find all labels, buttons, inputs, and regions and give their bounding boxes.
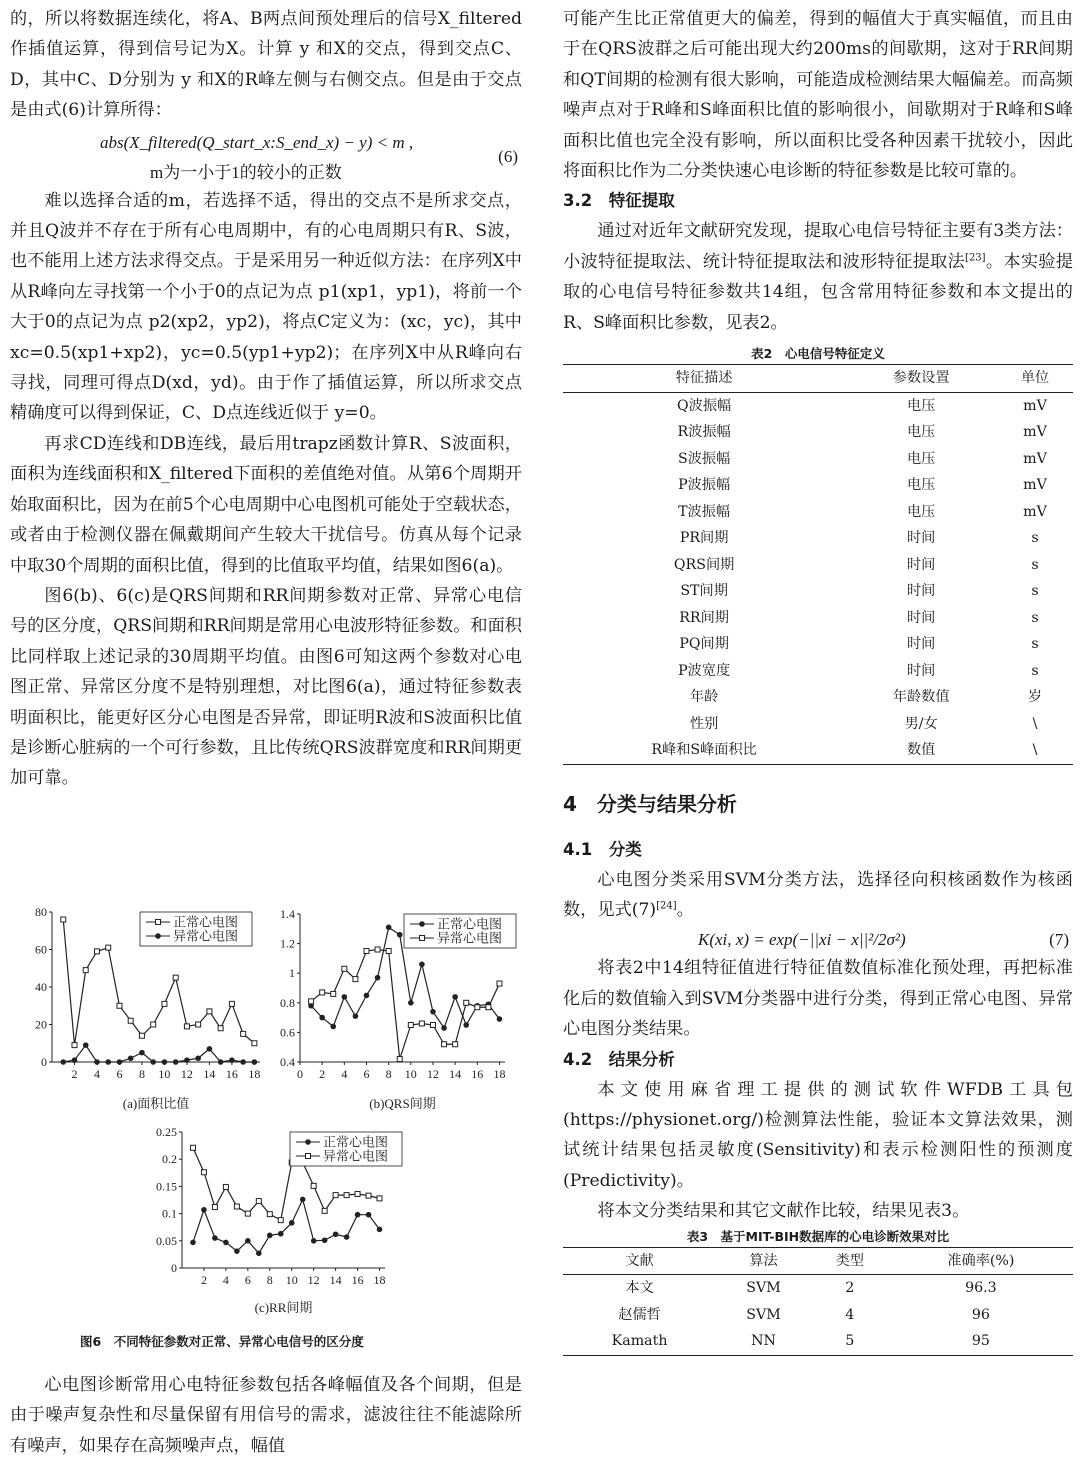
- data-point: [322, 1237, 328, 1243]
- table-cell: 年龄: [689, 689, 719, 706]
- data-point: [331, 991, 336, 996]
- table-2: [563, 364, 1073, 765]
- y-tick-label: 1: [289, 966, 295, 981]
- column-header: 文献: [625, 1252, 654, 1269]
- left-column-bottom: [10, 1370, 522, 1461]
- paragraph-text: 通过对近年文献研究发现，提取心电信号特征主要有3类方法：小波特征提取法、统计特征提取法和波形特征提取法: [563, 221, 1073, 272]
- data-point: [201, 1170, 206, 1175]
- data-point: [453, 1042, 458, 1047]
- data-point: [106, 945, 111, 950]
- table-cell: 电压: [906, 450, 936, 467]
- x-tick-label: 2: [71, 1067, 78, 1081]
- data-point: [364, 993, 370, 999]
- table-cell: Kamath: [611, 1333, 668, 1350]
- data-point: [419, 1021, 424, 1026]
- legend-marker: [419, 921, 425, 927]
- x-tick-label: 12: [426, 1067, 439, 1081]
- table-cell: 4: [845, 1306, 855, 1323]
- table-cell: Q波振幅: [677, 397, 732, 414]
- data-point: [442, 1042, 447, 1047]
- data-point: [333, 1193, 338, 1198]
- data-point: [353, 1013, 359, 1019]
- data-point: [245, 1211, 250, 1216]
- table-cell: 电压: [906, 424, 936, 441]
- table-cell: s: [1031, 662, 1039, 679]
- table-cell: SVM: [746, 1280, 781, 1297]
- data-point: [452, 994, 458, 1000]
- data-point: [83, 968, 88, 973]
- column-header: 单位: [1020, 370, 1050, 387]
- data-point: [229, 1001, 234, 1006]
- table-cell: 赵儒哲: [618, 1306, 661, 1323]
- y-tick-label: 0.2: [162, 1152, 177, 1167]
- table-row: [563, 392, 1073, 419]
- table-cell: mV: [1023, 424, 1047, 441]
- paragraph-text: 心电图分类采用SVM分类方法，选择径向积核函数作为核函数，见式(7): [563, 869, 1073, 920]
- data-point: [330, 1024, 336, 1030]
- data-point: [117, 1003, 122, 1008]
- data-point: [139, 1050, 145, 1056]
- data-point: [355, 1192, 360, 1197]
- data-point: [201, 1207, 207, 1213]
- column-header: 特征描述: [675, 370, 733, 387]
- data-point: [234, 1204, 239, 1209]
- data-point: [190, 1145, 195, 1150]
- x-tick-label: 2: [319, 1067, 326, 1081]
- table-cell: 2: [845, 1280, 855, 1297]
- table-row: [563, 1275, 1073, 1302]
- column-header: 准确率(%): [947, 1252, 1015, 1269]
- y-tick-label: 0.4: [280, 1055, 295, 1069]
- y-tick-label: 80: [35, 905, 47, 919]
- table-3-caption: 表3 基于MIT-BIH数据库的心电诊断效果对比: [686, 1228, 950, 1244]
- section-heading-4-1: 4.1 分类: [563, 839, 642, 859]
- legend-marker: [420, 936, 425, 941]
- x-tick-label: 8: [385, 1067, 392, 1081]
- table-cell: ST间期: [680, 583, 728, 600]
- y-tick-label: 1.2: [280, 936, 295, 951]
- section-heading-3-2: 3.2 特征提取: [563, 191, 675, 211]
- data-point: [151, 1022, 156, 1027]
- data-point: [375, 947, 380, 952]
- table-cell: T波振幅: [678, 503, 731, 520]
- table-cell: NN: [751, 1333, 776, 1350]
- equation-7-number: (7): [1049, 930, 1069, 950]
- legend-marker: [155, 933, 161, 939]
- column-header: 参数设置: [892, 370, 950, 387]
- data-point: [173, 1059, 179, 1065]
- table-row: [563, 737, 1073, 764]
- data-point: [320, 990, 325, 995]
- data-point: [300, 1197, 306, 1203]
- data-point: [377, 1196, 382, 1201]
- data-point: [486, 1005, 491, 1010]
- data-point: [61, 917, 66, 922]
- x-tick-label: 18: [373, 1273, 386, 1287]
- x-tick-label: 6: [244, 1273, 251, 1287]
- table-row: [563, 578, 1073, 605]
- table-2-caption: 表2 心电信号特征定义: [751, 346, 885, 362]
- x-tick-label: 10: [158, 1067, 171, 1081]
- series-line: [63, 1045, 254, 1062]
- data-point: [342, 994, 348, 1000]
- x-tick-label: 18: [493, 1067, 506, 1081]
- table-cell: 时间: [906, 609, 936, 626]
- data-point: [207, 1046, 213, 1052]
- data-point: [309, 999, 314, 1004]
- legend-marker: [305, 1139, 311, 1145]
- chart-panel: [156, 1125, 402, 1315]
- data-point: [94, 949, 99, 954]
- table-row: [563, 419, 1073, 446]
- data-point: [319, 1015, 325, 1021]
- x-tick-label: 18: [248, 1067, 261, 1081]
- table-cell: 时间: [906, 583, 936, 600]
- table-body: [563, 1275, 1073, 1356]
- paragraph: 再求CD连线和DB连线，最后用trapz函数计算R、S波面积，面积为连线面积和X_filtered下面积的差值绝对值。从第6个周期开始取面积比，因为在前5个心电周期中心电图机可能处于空载状态，或者由于检测仪器在佩戴期间产生较大干扰信号。仿真从每个记录中取30个周期的面积比值，得到的比值取平均值，结果如图6(a)。: [10, 433, 522, 576]
- equation-6: [10, 126, 522, 186]
- data-point: [278, 1218, 283, 1223]
- legend-marker: [306, 1154, 311, 1159]
- data-point: [173, 975, 178, 980]
- data-point: [464, 1000, 469, 1005]
- data-point: [430, 1009, 436, 1015]
- data-point: [184, 1057, 190, 1063]
- data-point: [212, 1205, 217, 1210]
- table-cell: mV: [1023, 477, 1047, 494]
- data-point: [333, 1231, 339, 1237]
- table-cell: PR间期: [679, 530, 729, 547]
- data-point: [117, 1059, 123, 1065]
- x-tick-label: 12: [307, 1273, 320, 1287]
- table-cell: 岁: [1027, 689, 1043, 706]
- data-point: [377, 1227, 383, 1233]
- x-tick-label: 8: [138, 1067, 145, 1081]
- data-point: [105, 1059, 111, 1065]
- x-tick-label: 14: [449, 1067, 462, 1081]
- table-row: [563, 525, 1073, 552]
- data-point: [94, 1059, 100, 1065]
- table-cell: 男/女: [904, 715, 938, 732]
- table-cell: P波振幅: [678, 477, 731, 494]
- table-row: [563, 605, 1073, 632]
- table-cell: RR间期: [679, 609, 729, 626]
- equation-7: [563, 925, 1073, 953]
- legend-label: 异常心电图: [323, 1148, 389, 1164]
- data-point: [240, 1059, 246, 1065]
- table-cell: PQ间期: [679, 636, 729, 653]
- data-point: [397, 1057, 402, 1062]
- table-cell: 本文: [625, 1280, 654, 1297]
- left-column: [10, 4, 522, 794]
- data-point: [72, 1043, 77, 1048]
- table-cell: s: [1031, 530, 1039, 547]
- data-point: [342, 966, 347, 971]
- data-point: [184, 1024, 189, 1029]
- paragraph: 难以选择合适的m，若选择不适，得出的交点不是所求交点，并且Q波并不存在于所有心电周期中，有的心电周期只有R、S波，也不能用上述方法求得交点。于是采用另一种近似方法：在序列X中从R峰向左寻找第一个小于0的点记为点 p1(xp1，yp1)，将前一个大于0的点记为点 p2(xp2，yp2)，将点C定义为：(xc，yc)，其中 xc=0.5(xp1+xp2)，yc=0.5(yp1+yp2)；在序列X中从R峰向右寻找，同理可得点D(xd，yd)。由于作了插值运算，所以所求交点精确度可以得到保证，C、D点连线近似于 y=0。: [10, 190, 522, 424]
- table-cell: S波振幅: [677, 450, 731, 467]
- section-heading-4: 4 分类与结果分析: [563, 791, 737, 816]
- data-point: [497, 1016, 503, 1022]
- data-point: [419, 962, 425, 968]
- data-point: [366, 1193, 371, 1198]
- y-tick-label: 40: [35, 980, 47, 994]
- table-cell: 96: [971, 1306, 990, 1323]
- data-point: [207, 1009, 212, 1014]
- data-point: [256, 1199, 261, 1204]
- data-point: [83, 1042, 89, 1048]
- data-point: [441, 1025, 447, 1031]
- figure-6-caption: 图6 不同特征参数对正常、异常心电信号的区分度: [80, 1334, 364, 1349]
- paragraph: 图6(b)、6(c)是QRS间期和RR间期参数对正常、异常心电信号的区分度，QRS间期和RR间期是常用心电波形特征参数。和面积比同样取上述记录的30周期平均值。由图6可知这两个参数对心电图正常、异常区分度不是特别理想，对比图6(a)，通过特征参数表明面积比，能更好区分心电图是否异常，即证明R波和S波面积比值是诊断心脏病的一个可行参数，且比传统QRS波群宽度和RR间期更加可靠。: [10, 585, 522, 789]
- chart-panel: [280, 907, 516, 1111]
- column-header: 算法: [749, 1252, 778, 1269]
- table-cell: R波振幅: [677, 424, 731, 441]
- data-point: [311, 1238, 317, 1244]
- table-cell: 电压: [906, 397, 936, 414]
- legend-label: 正常心电图: [437, 916, 503, 932]
- legend-label: 正常心电图: [173, 914, 239, 930]
- data-point: [344, 1193, 349, 1198]
- x-tick-label: 12: [180, 1067, 193, 1081]
- data-point: [355, 1212, 361, 1218]
- data-point: [497, 981, 502, 986]
- data-point: [353, 977, 358, 982]
- data-point: [475, 1005, 480, 1010]
- paragraph: 本文使用麻省理工提供的测试软件WFDB工具包(https://physionet.org/)检测算法性能，验证本文算法效果，测试统计结果包括灵敏度(Sensitivity)和表示检测阳性的预测度(Predictivity)。: [563, 1079, 1073, 1191]
- data-point: [196, 1022, 201, 1027]
- table-cell: SVM: [746, 1306, 781, 1323]
- data-point: [60, 1059, 66, 1065]
- chart-subcaption: (c)RR间期: [254, 1300, 313, 1315]
- table-row: [563, 552, 1073, 579]
- equation-6-number: (6): [498, 146, 518, 166]
- data-point: [223, 1240, 229, 1246]
- series-line: [193, 1199, 380, 1253]
- x-tick-label: 0: [297, 1067, 303, 1081]
- column-header: 类型: [835, 1252, 864, 1269]
- data-point: [245, 1238, 251, 1244]
- data-point: [218, 1026, 223, 1031]
- table-cell: mV: [1023, 450, 1047, 467]
- section-heading-4-2: 4.2 结果分析: [563, 1049, 675, 1069]
- legend-label: 正常心电图: [323, 1134, 389, 1150]
- figure-6: [10, 900, 530, 1350]
- y-tick-label: 0.6: [280, 1025, 295, 1040]
- table-cell: 电压: [906, 477, 936, 494]
- data-point: [150, 1059, 156, 1065]
- x-tick-label: 14: [329, 1273, 342, 1287]
- data-point: [375, 975, 381, 981]
- paragraph: [563, 865, 1073, 926]
- x-tick-label: 4: [222, 1273, 229, 1287]
- y-tick-label: 0.05: [156, 1233, 177, 1248]
- table-cell: 时间: [906, 636, 936, 653]
- table-header-row: [563, 365, 1073, 393]
- table-body: [563, 392, 1073, 764]
- table-cell: 96.3: [965, 1280, 997, 1297]
- table-cell: s: [1031, 609, 1039, 626]
- citation: [23]: [965, 252, 986, 264]
- table-cell: mV: [1023, 397, 1047, 414]
- x-tick-label: 16: [471, 1067, 484, 1081]
- data-point: [386, 925, 392, 931]
- data-point: [366, 1212, 372, 1218]
- data-point: [408, 1023, 413, 1028]
- data-point: [267, 1212, 272, 1217]
- paragraph-text: 。: [676, 899, 694, 920]
- y-tick-label: 0.15: [156, 1179, 177, 1194]
- x-tick-label: 8: [266, 1273, 273, 1287]
- x-tick-label: 4: [93, 1067, 100, 1081]
- table-cell: 年龄数值: [892, 689, 950, 706]
- data-point: [229, 1057, 235, 1063]
- data-point: [252, 1059, 258, 1065]
- table-cell: s: [1031, 556, 1039, 573]
- data-point: [162, 1001, 167, 1006]
- x-tick-label: 6: [363, 1067, 370, 1081]
- table-cell: 性别: [689, 715, 719, 732]
- data-point: [190, 1240, 196, 1246]
- x-tick-label: 6: [116, 1067, 123, 1081]
- table-cell: 时间: [906, 556, 936, 573]
- data-point: [364, 949, 369, 954]
- chart-panel: [35, 905, 260, 1111]
- table-cell: mV: [1023, 503, 1047, 520]
- data-point: [311, 1183, 316, 1188]
- data-point: [128, 1018, 133, 1023]
- data-point: [267, 1233, 273, 1239]
- table-cell: 时间: [906, 662, 936, 679]
- table-cell: 电压: [906, 503, 936, 520]
- x-tick-label: 10: [404, 1067, 417, 1081]
- y-tick-label: 0.25: [156, 1125, 177, 1139]
- table-header-row: [563, 1247, 1073, 1275]
- paragraph: 将本文分类结果和其它文献作比较，结果见表3。: [597, 1201, 970, 1222]
- data-point: [256, 1251, 262, 1257]
- y-tick-label: 0: [41, 1055, 47, 1069]
- data-point: [139, 1033, 144, 1038]
- table-row: [563, 631, 1073, 658]
- x-tick-label: 4: [341, 1067, 348, 1081]
- table-cell: 95: [971, 1333, 990, 1350]
- data-point: [289, 1220, 295, 1226]
- table-cell: \: [1032, 742, 1038, 759]
- paragraph: [563, 216, 1073, 338]
- equation-6-line-1: abs(X_filtered(Q_start_x:S_end_x) − y) < m ,: [100, 132, 414, 152]
- y-tick-label: 20: [35, 1017, 47, 1032]
- data-point: [234, 1248, 240, 1254]
- data-point: [430, 1023, 435, 1028]
- table-row: [563, 472, 1073, 499]
- x-tick-label: 2: [200, 1273, 207, 1287]
- data-point: [128, 1055, 134, 1061]
- data-point: [278, 1231, 284, 1237]
- table-row: [563, 684, 1073, 711]
- chart-subcaption: (a)面积比值: [122, 1096, 190, 1111]
- x-tick-label: 10: [285, 1273, 298, 1287]
- data-point: [223, 1184, 228, 1189]
- legend-marker: [156, 920, 161, 925]
- x-tick-label: 16: [351, 1273, 364, 1287]
- data-point: [463, 1022, 469, 1028]
- table-row: [563, 711, 1073, 738]
- paragraph: 的，所以将数据连续化，将A、B两点间预处理后的信号X_filtered作插值运算，得到信号记为X。计算 y 和X的交点，得到交点C、D，其中C、D分别为 y 和X的R峰左侧与右侧交点。但是由于交点是由式(6)计算所得：: [10, 9, 522, 121]
- table-3: [563, 1247, 1073, 1356]
- citation: [24]: [656, 900, 677, 912]
- equation-6-line-2: m为一小于1的较小的正数: [150, 162, 342, 182]
- table-cell: \: [1032, 715, 1038, 732]
- x-tick-label: 16: [225, 1067, 238, 1081]
- data-point: [344, 1234, 350, 1240]
- table-cell: R峰和S峰面积比: [651, 742, 757, 759]
- equation-7-formula: K(xi, x) = exp(−||xi − x||²/2σ²): [698, 930, 906, 950]
- data-point: [408, 1000, 414, 1006]
- y-tick-label: 60: [35, 942, 47, 957]
- data-point: [252, 1041, 257, 1046]
- paragraph-text: 。本实验提取的心电信号特征参数共14组，包含常用特征参数和本文提出的R、S峰面积比参数，见表2。: [563, 251, 1073, 333]
- data-point: [322, 1208, 327, 1213]
- data-point: [241, 1031, 246, 1036]
- right-column: [563, 4, 1073, 1356]
- figure-6-charts: [10, 900, 530, 1330]
- y-tick-label: 0: [171, 1261, 177, 1275]
- y-tick-label: 0.1: [162, 1206, 177, 1221]
- table-row: [563, 658, 1073, 685]
- table-cell: 时间: [906, 530, 936, 547]
- table-cell: 5: [845, 1333, 855, 1350]
- paragraph: 可能产生比正常值更大的偏差，得到的幅值大于真实幅值，而且由于在QRS波群之后可能出现大约200ms的间歇期，这对于RR间期和QT间期的检测有很大影响，可能造成检测结果大幅偏差。而高频噪声点对于R峰和S峰面积比值的影响很小，间歇期对于R峰和S峰面积比值也完全没有影响，所以面积比受各种因素干扰较小，因此将面积比作为二分类快速心电诊断的特征参数是比较可靠的。: [563, 9, 1073, 182]
- table-row: [563, 1302, 1073, 1329]
- table-cell: s: [1031, 636, 1039, 653]
- table-cell: P波宽度: [678, 662, 731, 679]
- paragraph: 心电图诊断常用心电特征参数包括各峰幅值及各个间期，但是由于噪声复杂性和尽量保留有用信号的需求，滤波往往不能滤除所有噪声，如果存在高频噪声点，幅值: [10, 1375, 522, 1456]
- data-point: [218, 1059, 224, 1065]
- table-row: [563, 499, 1073, 526]
- legend-label: 异常心电图: [173, 928, 239, 944]
- data-point: [195, 1055, 201, 1061]
- y-tick-label: 0.8: [280, 995, 295, 1010]
- paragraph: 将表2中14组特征值进行特征值数值标准化预处理，再把标准化后的数值输入到SVM分类器中进行分类，得到正常心电图、异常心电图分类结果。: [563, 958, 1073, 1040]
- table-row: [563, 1328, 1073, 1355]
- chart-subcaption: (b)QRS间期: [369, 1096, 436, 1111]
- y-tick-label: 1.4: [280, 907, 295, 921]
- table-cell: QRS间期: [673, 556, 735, 573]
- data-point: [162, 1059, 168, 1065]
- table-cell: s: [1031, 583, 1039, 600]
- x-tick-label: 14: [203, 1067, 216, 1081]
- data-point: [72, 1057, 78, 1063]
- table-cell: 数值: [906, 742, 936, 759]
- data-point: [386, 949, 391, 954]
- data-point: [397, 932, 403, 938]
- legend-label: 异常心电图: [437, 930, 503, 946]
- table-row: [563, 446, 1073, 473]
- data-point: [212, 1235, 218, 1241]
